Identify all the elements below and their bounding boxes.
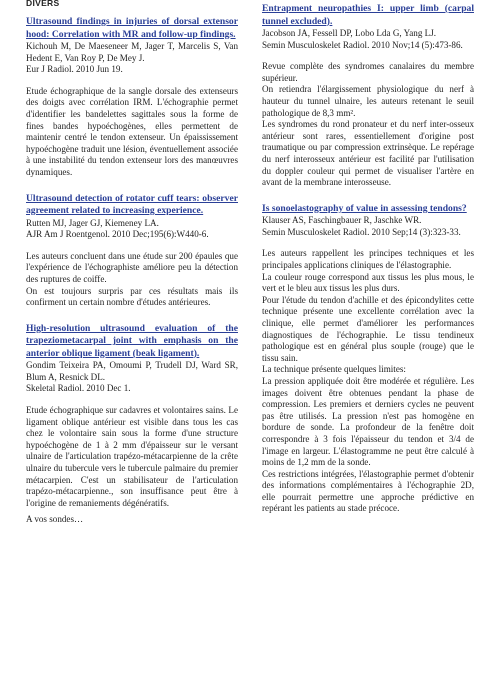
article-title-link[interactable]: Ultrasound detection of rotator cuff tears: observer agreement related to increasing experience. xyxy=(26,192,238,217)
article-citation: Eur J Radiol. 2010 Jun 19. xyxy=(26,64,123,75)
page-header: DIVERS xyxy=(26,0,60,7)
article-closing-line: A vos sondes… xyxy=(26,514,84,525)
article-paragraph: Etude échographique sur cadavres et volontaires sains. Le ligament oblique antérieur est visible dans tous les cas chez le volontaire sain sous la forme d'une structure hypoéchogène de 1 à 2 mm d'épaisseur sur le versant ulnaire de l'articulation trapézo-métacarpienne de la crête ulnaire du tubercule vers le tubercule palmaire du premier métacarpien. C'est un stabilisateur de l'articulation trapézo-métacarpienne., son insuffisance peut être à l'origine de remaniements dégénératifs. xyxy=(26,404,238,508)
article-paragraph: Pour l'étude du tendon d'achille et des épicondylites cette technique présente une excellente corrélation avec la clinique, elle permet d'améliorer les performances diagnostiques de l'échographie. Le tissu tendineux pathologique est en général plus souple (rouge) que le tissu sain. xyxy=(262,294,474,363)
article-trapeziometacarpal xyxy=(26,323,238,526)
right-column xyxy=(262,0,474,515)
left-column xyxy=(26,0,238,526)
article-paragraph: Les auteurs rappellent les principes techniques et les principales applications cliniques de l'élastographie. xyxy=(262,248,474,270)
article-title-link[interactable]: Entrapment neuropathies I: upper limb (carpal tunnel excluded). xyxy=(262,3,474,27)
article-authors: Kichouh M, De Maeseneer M, Jager T, Marcelis S, Van Hedent E, Van Roy P, De Mey J. xyxy=(26,41,238,63)
article-title-link[interactable]: Ultrasound findings in injuries of dorsal extensor hood: Correlation with MR and follow-up findings. xyxy=(26,16,238,40)
article-authors: Gondim Teixeira PA, Omoumi P, Trudell DJ, Ward SR, Blum A, Resnick DL. xyxy=(26,360,238,382)
article-citation: AJR Am J Roentgenol. 2010 Dec;195(6):W440-6. xyxy=(26,229,209,240)
article-authors: Rutten MJ, Jager GJ, Kiemeney LA. xyxy=(26,217,159,228)
article-paragraph: La pression appliquée doit être modérée et régulière. Les images doivent être obtenues pendant la phase de compression. Les premiers et derniers cycles ne peuvent pas être utilisés. La pression n'est pas homogène en bordure de sonde. La profondeur de la fenêtre doit correspondre à 3 fois l'épaisseur du tendon et 3/4 de l'image en largeur. L'élastogramme ne peut être calculé à moins de 1,2 mm de la sonde. xyxy=(262,375,474,468)
article-entrapment-neuropathies xyxy=(262,3,474,189)
article-citation: Semin Musculoskelet Radiol. 2010 Nov;14 (5):473-86. xyxy=(262,39,463,50)
article-paragraph: La couleur rouge correspond aux tissus les plus mous, le vert et le bleu aux tissus les plus durs. xyxy=(262,271,474,294)
article-paragraph: On est toujours surpris par ces résultats mais ils confirment un certain nombre d'études antérieures. xyxy=(26,285,238,308)
article-extensor-hood xyxy=(26,16,238,179)
article-authors: Klauser AS, Faschingbauer R, Jaschke WR. xyxy=(262,215,422,226)
article-authors: Jacobson JA, Fessell DP, Lobo Lda G, Yang LJ. xyxy=(262,28,437,38)
article-title-link[interactable]: Is sonoelastography of value in assessing tendons? xyxy=(262,202,467,214)
article-paragraph: Les auteurs concluent dans une étude sur 200 épaules que l'expérience de l'échographiste améliore peu la détection des ruptures de coiffe. xyxy=(26,250,238,284)
article-paragraph: Etude échographique de la sangle dorsale des extenseurs des doigts avec corrélation IRM. L'échographie permet d'identifier les bandelettes sagittales sous la forme de fines bandes hypoéchogènes, elles permettent de maintenir centré le tendon extenseur. Un épaississement hypoéchogène traduit une lésion, éventuellement associée à une instabilité du tendon extenseur lors des manœuvres dynamiques. xyxy=(26,85,238,177)
article-paragraph: On retiendra l'élargissement physiologique du nerf à hauteur du tunnel ulnaire, les auteurs retenant le seuil pathologique de 8,3 mm². xyxy=(262,84,474,118)
article-paragraph: Les syndromes du rond pronateur et du nerf inter-osseux antérieur sont rares, essentiellement d'origine post traumatique ou par compression extrinsèque. Le repérage du nerf interosseux antérieur est facilité par l'utilisation du doppler couleur qui permet de visualiser l'artère en avant de la membrane interosseuse. xyxy=(262,119,474,188)
article-citation: Skeletal Radiol. 2010 Dec 1. xyxy=(26,383,131,394)
article-paragraph: Ces restrictions intégrées, l'élastographie permet d'obtenir des informations complémentaires à l'échographie 2D, elle pourrait permettre une approche prédictive en repérant les patients au stade précoce. xyxy=(262,468,474,514)
article-citation: Semin Musculoskelet Radiol. 2010 Sep;14 (3):323-33. xyxy=(262,226,461,237)
article-rotator-cuff xyxy=(26,193,238,309)
article-sonoelastography xyxy=(262,203,474,515)
article-paragraph: Revue complète des syndromes canalaires du membre supérieur. xyxy=(262,61,474,83)
article-title-link[interactable]: High-resolution ultrasound evaluation of the trapeziometacarpal joint with emphasis on the anterior oblique ligament (beak ligament). xyxy=(26,322,238,359)
article-paragraph: La technique présente quelques limites: xyxy=(262,364,406,375)
